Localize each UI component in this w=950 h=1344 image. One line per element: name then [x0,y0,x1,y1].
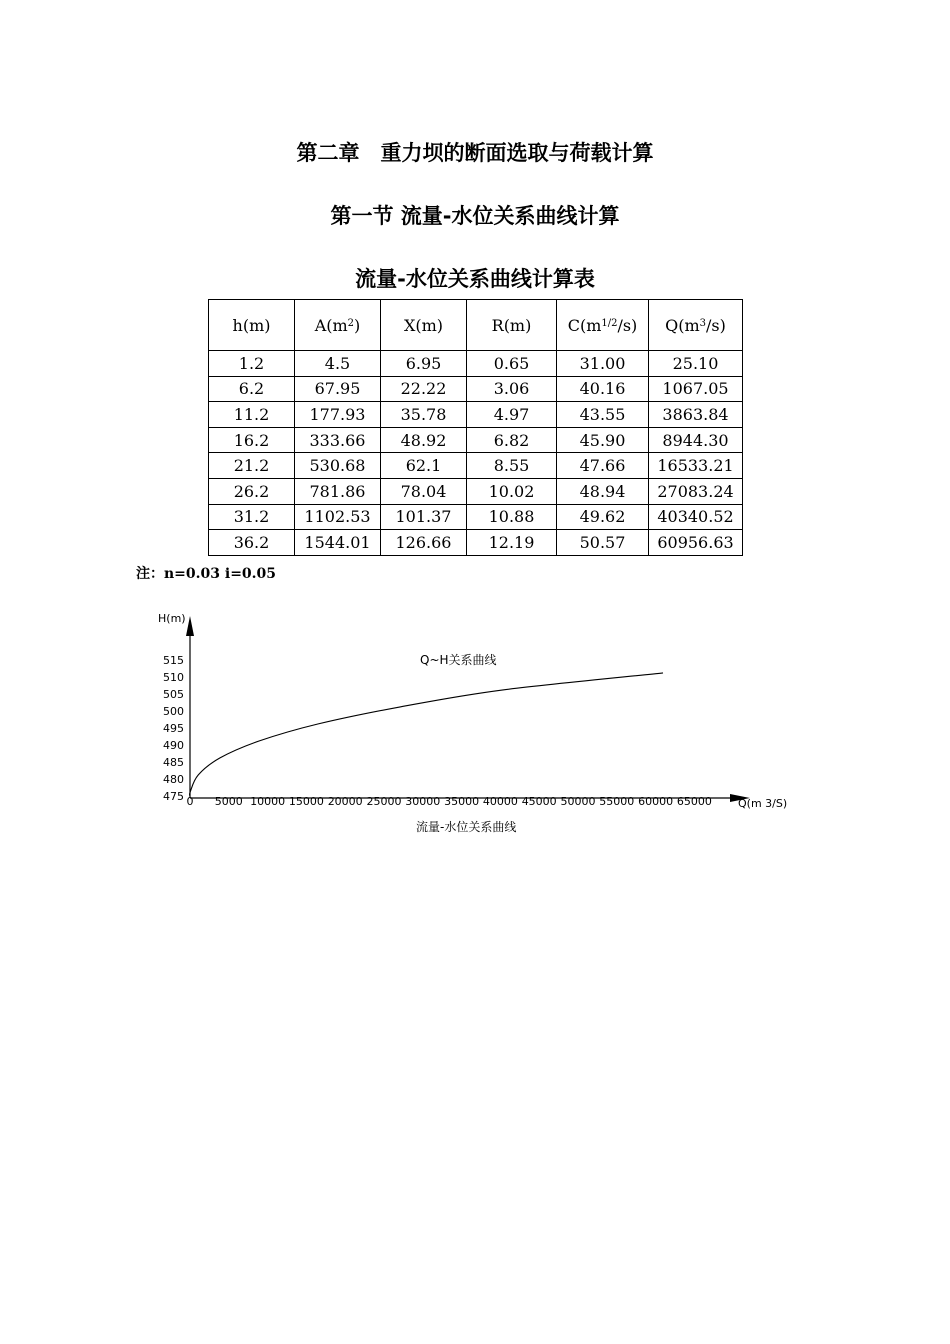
table-cell: 3863.84 [649,402,743,428]
table-cell: 43.55 [557,402,649,428]
y-tick-label: 490 [163,739,184,752]
table-cell: 8944.30 [649,427,743,453]
y-tick-label: 500 [163,705,184,718]
table-cell: 48.92 [381,427,467,453]
table-row [209,376,743,402]
table-cell: 22.22 [381,376,467,402]
table-cell: 126.66 [381,530,467,556]
qh-chart [0,600,950,850]
table-cell: 10.88 [467,504,557,530]
table-cell: 1.2 [209,351,295,377]
x-tick-label: 25000 [366,795,402,808]
x-tick-label: 65000 [676,795,712,808]
x-tick-label: 20000 [327,795,363,808]
x-tick-label: 15000 [288,795,324,808]
column-header-text: /s) [706,315,726,335]
table-cell: 4.97 [467,402,557,428]
table-row [209,478,743,504]
column-header-text: X(m) [403,315,444,335]
table-cell: 67.95 [295,376,381,402]
y-tick-labels [163,654,184,803]
column-header-superscript: 3 [699,317,707,329]
column-header [467,300,557,351]
table-row [209,351,743,377]
column-header-text: h(m) [232,315,271,335]
column-header [557,300,649,351]
curve-label: Q~H关系曲线 [420,653,497,667]
table-cell: 1544.01 [295,530,381,556]
column-header [649,300,743,351]
table-cell: 333.66 [295,427,381,453]
table-cell: 60956.63 [649,530,743,556]
table-cell: 31.00 [557,351,649,377]
table-row [209,504,743,530]
table-row [209,402,743,428]
table-header-row [209,300,743,351]
y-axis-arrow [186,616,194,636]
x-tick-label: 10000 [250,795,286,808]
x-tick-label: 35000 [444,795,480,808]
column-header-text: Q(m [665,315,700,335]
x-axis-label: Q(m 3/S) [738,797,788,810]
y-tick-label: 485 [163,756,184,769]
x-tick-label: 55000 [599,795,635,808]
table-cell: 530.68 [295,453,381,479]
column-header-superscript: 2 [347,317,355,329]
table-row [209,427,743,453]
column-header-text: /s) [617,315,638,335]
table-cell: 6.82 [467,427,557,453]
table-cell: 62.1 [381,453,467,479]
table-cell: 48.94 [557,478,649,504]
table-cell: 21.2 [209,453,295,479]
table-cell: 10.02 [467,478,557,504]
table-cell: 16533.21 [649,453,743,479]
table-cell: 49.62 [557,504,649,530]
table-cell: 45.90 [557,427,649,453]
table-cell: 6.2 [209,376,295,402]
table-cell: 27083.24 [649,478,743,504]
table-cell: 4.5 [295,351,381,377]
table-cell: 16.2 [209,427,295,453]
x-tick-label: 0 [186,795,194,808]
x-tick-labels [187,795,712,808]
table-title: 流量-水位关系曲线计算表 [355,267,595,291]
x-tick-label: 40000 [482,795,518,808]
y-axis-label: H(m) [158,612,186,625]
table-cell: 26.2 [209,478,295,504]
table-cell: 11.2 [209,402,295,428]
x-tick-label: 60000 [638,795,674,808]
table-cell: 3.06 [467,376,557,402]
table-cell: 25.10 [649,351,743,377]
y-tick-label: 475 [163,790,184,803]
y-tick-label: 480 [163,773,184,786]
y-tick-label: 510 [163,671,184,684]
table-cell: 12.19 [467,530,557,556]
table-cell: 177.93 [295,402,381,428]
table-cell: 6.95 [381,351,467,377]
table-cell: 36.2 [209,530,295,556]
table-body [209,351,743,556]
table-cell: 35.78 [381,402,467,428]
column-header [381,300,467,351]
qh-curve [190,673,663,796]
column-header-text: ) [354,315,361,335]
table-cell: 1102.53 [295,504,381,530]
table-cell: 47.66 [557,453,649,479]
y-tick-label: 495 [163,722,184,735]
column-header-superscript: 1/2 [601,317,618,329]
column-header-text: C(m [567,315,602,335]
table-cell: 50.57 [557,530,649,556]
x-tick-label: 50000 [560,795,596,808]
section-title: 第一节 流量-水位关系曲线计算 [330,204,620,228]
table-note: 注：n=0.03 i=0.05 [136,566,277,582]
table-cell: 0.65 [467,351,557,377]
table-cell: 1067.05 [649,376,743,402]
y-tick-label: 515 [163,654,184,667]
x-tick-label: 5000 [214,795,243,808]
x-tick-label: 45000 [521,795,557,808]
table-cell: 40.16 [557,376,649,402]
table-cell: 40340.52 [649,504,743,530]
calculation-table [208,299,743,556]
table-cell: 8.55 [467,453,557,479]
chapter-title: 第二章 重力坝的断面选取与荷载计算 [296,141,654,165]
chart-title: 流量-水位关系曲线 [416,820,517,834]
column-header-text: A(m [314,315,348,335]
y-tick-label: 505 [163,688,184,701]
x-tick-label: 30000 [405,795,441,808]
column-header-text: R(m) [491,315,532,335]
column-header [209,300,295,351]
table-row [209,453,743,479]
column-header [295,300,381,351]
table-cell: 78.04 [381,478,467,504]
table-cell: 31.2 [209,504,295,530]
table-row [209,530,743,556]
table-cell: 781.86 [295,478,381,504]
table-cell: 101.37 [381,504,467,530]
